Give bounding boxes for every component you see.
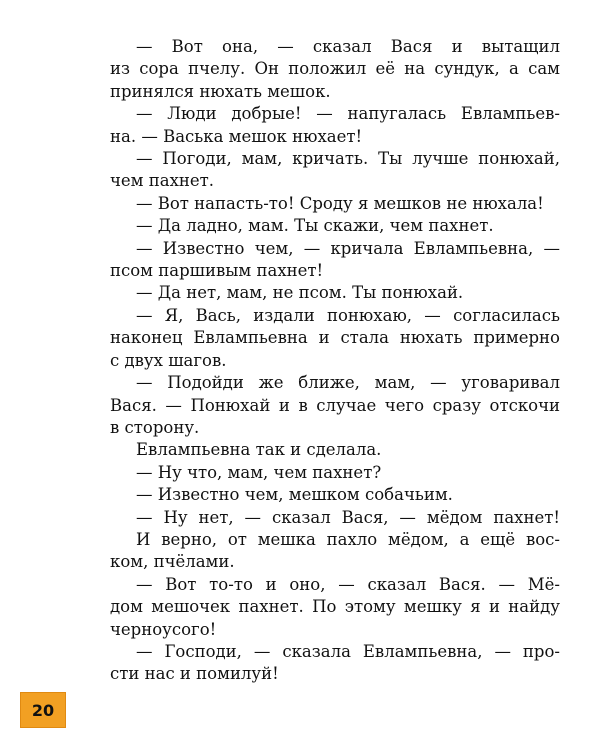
text-line: — Известно чем, мешком собачьим. (136, 485, 453, 505)
text-line: И верно, от мешка пахло мёдом, а ещё вос- (136, 529, 560, 549)
text-line: — Люди добрые! — напугалась Евлампьев- (136, 104, 560, 124)
text-line: наконец Евлампьевна и стала нюхать примерно (110, 328, 560, 348)
text-line: — Вот напасть-то! Сроду я мешков не нюхала! (136, 193, 544, 213)
text-line: чем пахнет. (110, 171, 215, 191)
text-line: сти нас и помилуй! (110, 664, 279, 684)
text-line: — Да ладно, мам. Ты скажи, чем пахнет. (136, 216, 494, 236)
text-line: — Я, Вась, издали понюхаю, — согласилась (136, 305, 560, 325)
text-line: Евлампьевна так и сделала. (136, 440, 382, 460)
page-number: 20 (20, 692, 66, 728)
text-line: в сторону. (110, 417, 200, 437)
text-line: — Ну что, мам, чем пахнет? (136, 462, 382, 482)
text-line: Вася. — Понюхай и в случае чего сразу отскочи (110, 395, 560, 415)
text-line: с двух шагов. (110, 350, 227, 370)
text-line: принялся нюхать мешок. (110, 81, 331, 101)
text-line: — Погоди, мам, кричать. Ты лучше понюхай, (136, 149, 560, 169)
text-line: псом паршивым пахнет! (110, 261, 324, 281)
text-line: дом мешочек пахнет. По этому мешку я и найду (110, 597, 560, 617)
text-line: — Вот она, — сказал Вася и вытащил (136, 37, 560, 56)
text-line: ком, пчёлами. (110, 552, 235, 572)
story-text (110, 36, 560, 686)
text-line: черноусого! (110, 619, 217, 639)
text-line: на. — Васька мешок нюхает! (110, 126, 363, 146)
text-line: — Ну нет, — сказал Вася, — мёдом пахнет! (136, 507, 560, 527)
text-line: — Да нет, мам, не псом. Ты понюхай. (136, 283, 464, 303)
text-line: — Подойди же ближе, мам, — уговаривал (136, 373, 560, 393)
text-line: — Господи, — сказала Евлампьевна, — про- (136, 641, 560, 661)
text-line: — Вот то-то и оно, — сказал Вася. — Мё- (136, 574, 560, 594)
text-line: из сора пчелу. Он положил её на сундук, а сам (110, 59, 560, 79)
text-line: — Известно чем, — кричала Евлампьевна, — (136, 238, 560, 258)
